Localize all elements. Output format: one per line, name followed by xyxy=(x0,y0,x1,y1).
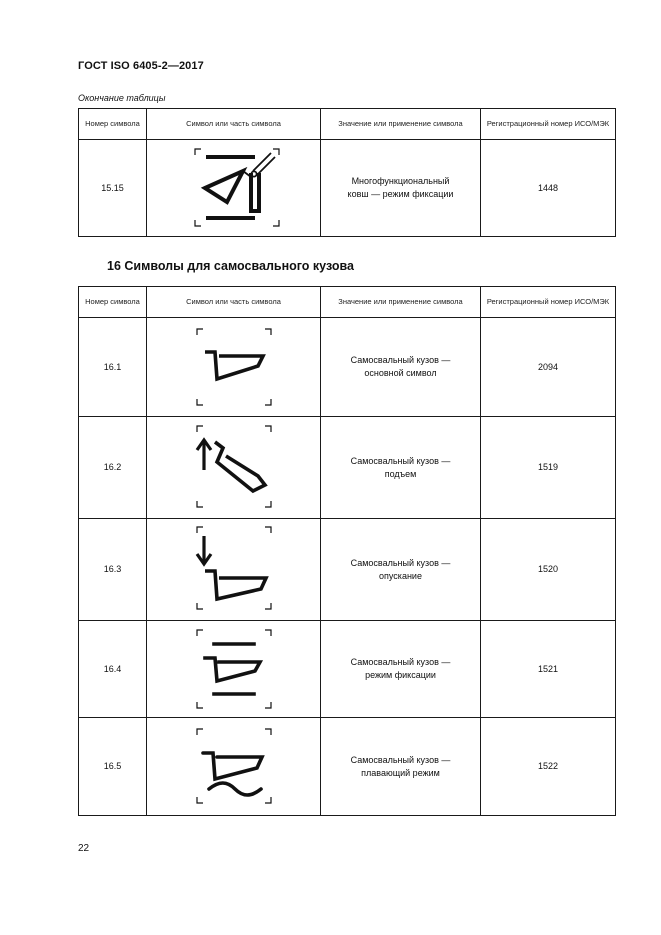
col-header-number: Номер символа xyxy=(79,109,147,140)
document-header: ГОСТ ISO 6405-2—2017 xyxy=(78,60,204,72)
symbol-meaning: Самосвальный кузов — плавающий режим xyxy=(321,718,481,816)
registration-number: 1521 xyxy=(481,621,616,718)
registration-number: 1519 xyxy=(481,417,616,519)
symbol-cell xyxy=(147,621,321,718)
page-number: 22 xyxy=(78,843,90,854)
dump-body-raise-icon xyxy=(147,418,321,518)
table-row xyxy=(79,621,616,718)
multifunction-bucket-fixation-icon xyxy=(147,141,321,236)
table-caption: Окончание таблицы xyxy=(78,93,166,103)
symbol-number: 16.1 xyxy=(79,318,147,417)
dump-body-float-icon xyxy=(147,719,321,815)
table-header-row xyxy=(79,109,616,140)
section-title: 16 Символы для самосвального кузова xyxy=(107,259,354,273)
table-row xyxy=(79,718,616,816)
table-row xyxy=(79,417,616,519)
col-header-registration: Регистрационный номер ИСО/МЭК xyxy=(481,287,616,318)
symbol-number: 15.15 xyxy=(79,140,147,237)
col-header-number: Номер символа xyxy=(79,287,147,318)
symbol-meaning: Самосвальный кузов — основной символ xyxy=(321,318,481,417)
symbol-cell xyxy=(147,140,321,237)
dump-body-symbols-table xyxy=(78,286,616,816)
registration-number: 1522 xyxy=(481,718,616,816)
dump-body-fixation-icon xyxy=(147,622,321,717)
registration-number: 1520 xyxy=(481,519,616,621)
symbol-meaning: Самосвальный кузов — опускание xyxy=(321,519,481,621)
table-row xyxy=(79,140,616,237)
table-header-row xyxy=(79,287,616,318)
col-header-symbol: Символ или часть символа xyxy=(147,287,321,318)
symbol-cell xyxy=(147,318,321,417)
symbol-cell xyxy=(147,519,321,621)
symbol-cell xyxy=(147,718,321,816)
symbol-number: 16.3 xyxy=(79,519,147,621)
symbol-meaning: Многофункциональный ковш — режим фиксации xyxy=(321,140,481,237)
symbol-number: 16.5 xyxy=(79,718,147,816)
col-header-symbol: Символ или часть символа xyxy=(147,109,321,140)
registration-number: 2094 xyxy=(481,318,616,417)
registration-number: 1448 xyxy=(481,140,616,237)
symbol-number: 16.4 xyxy=(79,621,147,718)
symbol-meaning: Самосвальный кузов — подъем xyxy=(321,417,481,519)
col-header-meaning: Значение или применение символа xyxy=(321,287,481,318)
symbols-table-continuation xyxy=(78,108,616,237)
col-header-meaning: Значение или применение символа xyxy=(321,109,481,140)
symbol-cell xyxy=(147,417,321,519)
symbol-meaning: Самосвальный кузов — режим фиксации xyxy=(321,621,481,718)
dump-body-lower-icon xyxy=(147,520,321,620)
dump-body-icon xyxy=(147,319,321,416)
col-header-registration: Регистрационный номер ИСО/МЭК xyxy=(481,109,616,140)
table-row xyxy=(79,519,616,621)
symbol-number: 16.2 xyxy=(79,417,147,519)
table-row xyxy=(79,318,616,417)
